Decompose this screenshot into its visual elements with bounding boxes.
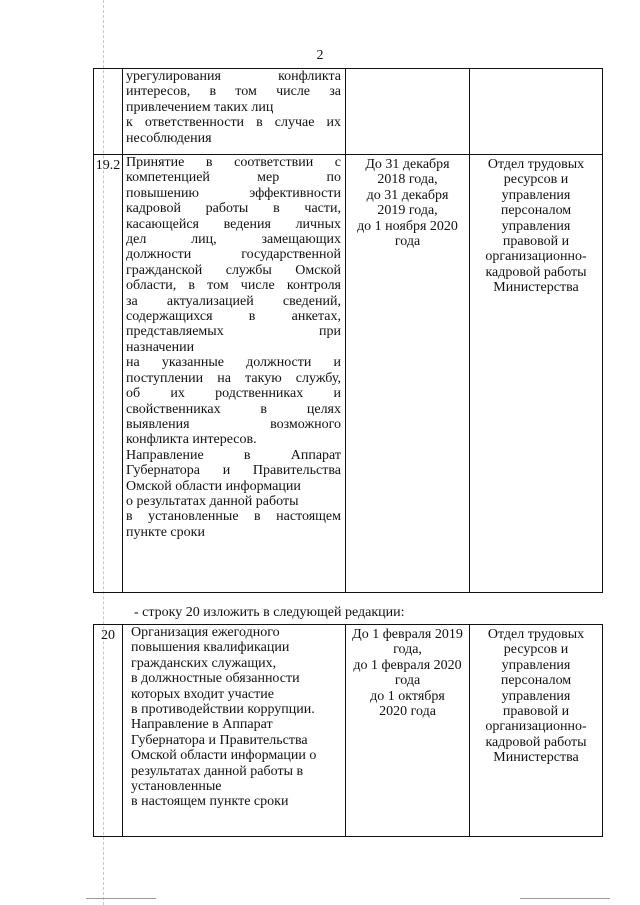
text-line: выявления возможного xyxy=(126,416,341,432)
text-line: Направление в Аппарат xyxy=(126,447,341,463)
text-line: Министерства xyxy=(493,750,579,766)
plan-table-row-20 xyxy=(93,624,603,837)
text-line: 2018 года, xyxy=(377,172,438,188)
text-line: в установленные в настоящем xyxy=(126,509,341,525)
text-line: года, xyxy=(393,642,422,658)
text-line: урегулирования конфликта xyxy=(126,69,341,84)
text-line: дел лиц, замещающих xyxy=(126,232,341,248)
deadline-text xyxy=(346,69,469,71)
text-line: результатах данной работы в xyxy=(131,763,304,779)
text-line: о результатах данной работы xyxy=(126,493,299,509)
text-line: ресурсов и xyxy=(503,642,569,658)
measure-text xyxy=(123,69,345,146)
text-line: Организация ежегодного xyxy=(131,625,280,640)
text-line: управления xyxy=(501,218,571,234)
footer-rule xyxy=(520,898,610,899)
text-line: управления xyxy=(501,657,571,673)
text-line: свойственниках в целях xyxy=(126,401,341,417)
text-line: До 1 февраля 2019 xyxy=(352,627,463,642)
text-line: До 31 декабря xyxy=(365,157,450,172)
text-line: до 31 декабря xyxy=(366,187,449,203)
table-row-continued xyxy=(94,69,603,155)
measure-text xyxy=(123,625,345,810)
text-line: до 1 ноября 2020 xyxy=(357,218,458,234)
text-line: Омской области информации xyxy=(126,478,301,494)
row-number: 20 xyxy=(101,628,115,643)
text-line: кадровой работы xyxy=(485,734,587,750)
text-line: к ответственности в случае их xyxy=(126,115,341,131)
text-line: ресурсов и xyxy=(503,172,569,188)
row-number xyxy=(94,69,122,72)
responsible-text xyxy=(470,155,602,296)
responsible-text xyxy=(470,625,602,766)
text-line: Министерства xyxy=(493,280,579,296)
text-line: кадровой работы в части, xyxy=(126,201,341,217)
text-line: управления xyxy=(501,187,571,203)
measure-text xyxy=(123,155,345,540)
table-row-20 xyxy=(94,625,603,837)
text-line: области, в том числе контроля xyxy=(126,278,341,294)
deadline-text xyxy=(346,625,469,719)
text-line: персоналом xyxy=(500,673,572,689)
text-line: должности государственной xyxy=(126,247,341,263)
table-row-19-2 xyxy=(94,155,603,593)
text-line: организационно- xyxy=(485,719,587,735)
text-line: на указанные должности и xyxy=(126,355,341,371)
text-line: привлечением таких лиц xyxy=(126,99,274,115)
text-line: в настоящем пункте сроки xyxy=(131,794,289,810)
text-line: до 1 февраля 2020 xyxy=(353,657,462,673)
text-line: компетенцией мер по xyxy=(126,170,341,186)
deadline-cell xyxy=(346,69,470,155)
measure-text-cell xyxy=(123,155,346,593)
page-number: 2 xyxy=(316,48,324,63)
text-line: повышению эффективности xyxy=(126,185,341,201)
text-line: в противодействии коррупции. xyxy=(131,702,315,718)
text-line: до 1 октября xyxy=(370,688,445,704)
deadline-cell xyxy=(346,155,470,593)
row-number-cell xyxy=(94,155,123,593)
responsible-cell xyxy=(470,155,603,593)
text-line: организационно- xyxy=(485,249,587,265)
text-line: правовой и xyxy=(502,704,570,720)
text-line: Принятие в соответствии с xyxy=(126,155,341,170)
text-line: пункте сроки xyxy=(126,524,205,540)
responsible-text xyxy=(470,69,602,71)
text-line: 2019 года, xyxy=(377,203,438,219)
text-line: которых входит участие xyxy=(131,686,274,702)
text-line: Омской области информации о xyxy=(131,748,317,764)
text-line: поступлении на такую службу, xyxy=(126,370,341,386)
footer-rule xyxy=(86,898,156,899)
deadline-text xyxy=(346,155,469,249)
text-line: в должностные обязанности xyxy=(131,671,300,687)
responsible-cell xyxy=(470,625,603,837)
text-line: года xyxy=(394,234,421,250)
text-line: за актуализацией сведений, xyxy=(126,293,341,309)
text-line: Отдел трудовых xyxy=(487,627,585,642)
text-line: несоблюдения xyxy=(126,130,212,146)
text-line: кадровой работы xyxy=(485,264,587,280)
text-line: Направление в Аппарат xyxy=(131,717,273,733)
deadline-cell xyxy=(346,625,470,837)
text-line: персоналом xyxy=(500,203,572,219)
text-line: об их родственниках и xyxy=(126,386,341,402)
text-line: Губернатора и Правительства xyxy=(126,463,341,479)
text-line: 2020 года xyxy=(379,704,436,720)
row-number: 19.2 xyxy=(95,158,121,173)
text-line: представляемых при xyxy=(126,324,341,340)
text-line: интересов, в том числе за xyxy=(126,84,341,100)
amendment-instruction: - строку 20 изложить в следующей редакции: xyxy=(134,605,405,620)
text-line: гражданской службы Омской xyxy=(126,262,341,278)
row-number-cell xyxy=(94,625,123,837)
row-number-cell xyxy=(94,69,123,155)
text-line: управления xyxy=(501,688,571,704)
text-line: гражданских служащих, xyxy=(131,655,277,671)
measure-text-cell xyxy=(123,69,346,155)
text-line: Отдел трудовых xyxy=(487,157,585,172)
text-line: назначении xyxy=(126,339,195,355)
text-line: года xyxy=(394,673,421,689)
measure-text-cell xyxy=(123,625,346,837)
text-line: повышения квалификации xyxy=(131,640,290,656)
text-line: установленные xyxy=(131,779,222,795)
text-line: Губернатора и Правительства xyxy=(131,732,308,748)
text-line: конфликта интересов. xyxy=(126,432,257,448)
plan-table-continued xyxy=(93,68,603,593)
text-line: содержащихся в анкетах, xyxy=(126,309,341,325)
responsible-cell xyxy=(470,69,603,155)
text-line: касающейся ведения личных xyxy=(126,216,341,232)
text-line: правовой и xyxy=(502,234,570,250)
